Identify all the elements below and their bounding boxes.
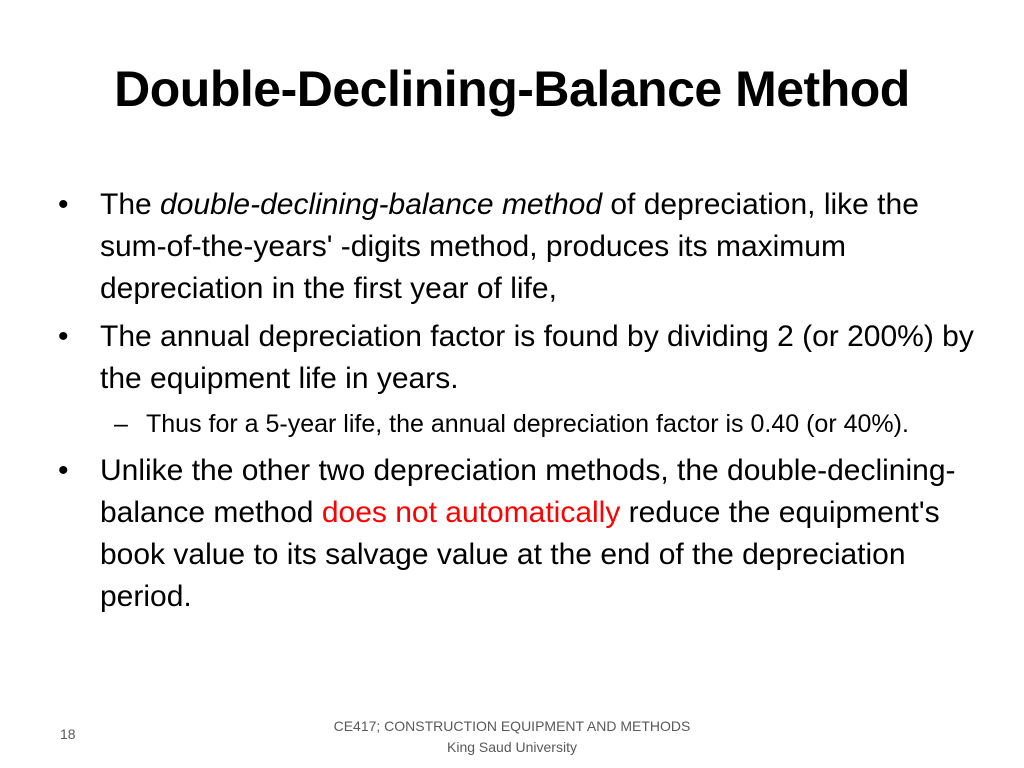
footer [312,716,712,758]
slide-title: Double-Declining-Balance Method [114,61,910,117]
bullet-italic-term: double-declining-balance method [160,188,603,221]
slide-body [56,184,976,624]
footer-university: King Saud University [447,739,577,755]
bullet-marker: • [58,188,69,221]
bullet-highlight-text: does not automatically [321,496,621,529]
sub-bullet-text: Thus for a 5-year life, the annual depreciation factor is 0.40 (or 40%). [146,410,909,438]
bullet-text: The [100,188,161,221]
sub-bullet-marker: – [114,410,128,438]
bullet-item [56,450,976,618]
footer-course: CE417; CONSTRUCTION EQUIPMENT AND METHODS [333,718,691,734]
bullet-text: reduce the equipment's book value to its salvage value at the end of the depreciation period. [100,496,940,613]
bullet-item [56,316,976,400]
page-number: 18 [60,726,76,742]
bullet-marker: • [58,454,69,487]
bullet-text: The annual depreciation factor is found by dividing 2 (or 200%) by the equipment life in years. [100,320,974,395]
sub-bullet-item [56,406,976,442]
bullet-text: Unlike the other two depreciation methods, the double-declining-balance method [100,454,956,529]
bullet-text: of depreciation, like the sum-of-the-years' -digits method, produces its maximum depreciation in the first year of life, [100,188,919,305]
bullet-item [56,184,976,310]
bullet-marker: • [58,320,69,353]
